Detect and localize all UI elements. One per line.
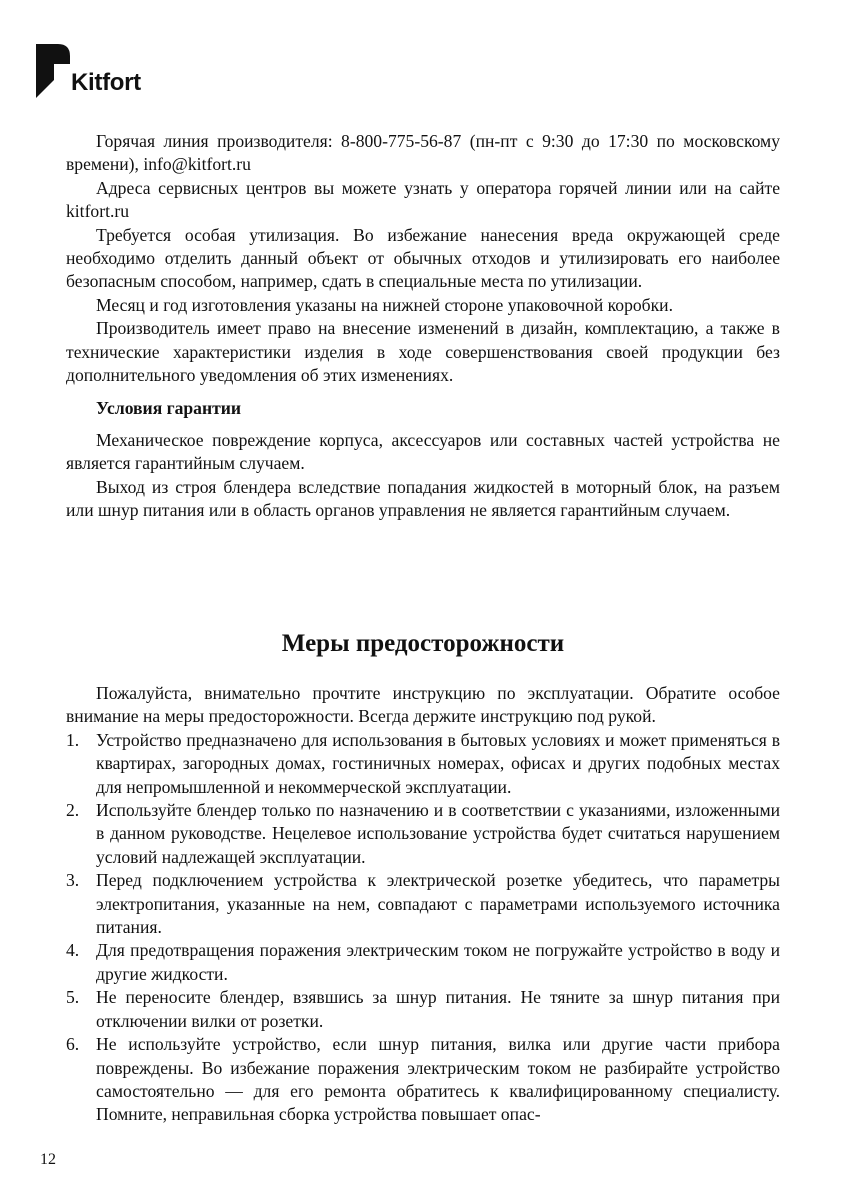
logo-text: Kitfort [71,69,141,96]
precautions-title: Меры предосторожности [281,630,565,657]
paragraph-disposal: Требуется особая утилизация. Во избежание нанесения вреда окружающей среде необходимо отделить данный объект от обычных отходов и утилизировать его наиболее безопасным способом, например, сдать в специальные места по утилизации. [66,224,780,292]
page-number: 12 [40,1151,56,1168]
list-item-number: 1. [66,729,80,750]
list-item-text: Устройство предназначено для использования в бытовых условиях и может применяться в квартирах, загородных домах, гостиничных номерах, офисах и других подобных местах для непромышленной и некоммерческой эксплуатации. [96,729,780,797]
paragraph-service-centers: Адреса сервисных центров вы можете узнать у оператора горячей линии или на сайте kitfort.ru [66,177,780,222]
list-item [66,1033,780,1127]
paragraph-hotline: Горячая линия производителя: 8-800-775-56-87 (пн-пт с 9:30 до 17:30 по московскому времени), info@kitfort.ru [66,131,780,175]
list-item [66,799,780,869]
list-item-number: 5. [66,987,80,1008]
paragraph-manufacturer-rights: Производитель имеет право на внесение изменений в дизайн, комплектацию, а также в технические характеристики изделия в ходе совершенствования своей продукции без дополнительного уведомления об этих изменениях. [66,318,780,386]
list-item-text: Для предотвращения поражения электрическим током не погружайте устройство в воду и другие жидкости. [96,940,780,984]
list-item-text: Используйте блендер только по назначению и в соответствии с указаниями, изложенными в данном руководстве. Нецелевое использование устройства будет считаться нарушением условий надлежащей эксплуатации. [96,800,780,867]
paragraph-warranty-damage: Механическое повреждение корпуса, аксессуаров или составных частей устройства не является гарантийным случаем. [66,429,780,474]
list-item-text: Перед подключением устройства к электрической розетке убедитесь, что параметры электропитания, указанные на нем, совпадают с параметрами используемого источника питания. [96,870,780,938]
kitfort-logo-icon [34,42,72,98]
list-item-number: 2. [66,800,80,821]
list-item-number: 6. [66,1034,80,1055]
warranty-heading: Условия гарантии [96,398,242,419]
list-item [66,869,780,939]
precautions-list [66,729,780,1127]
paragraph-manufacture-date: Месяц и год изготовления указаны на нижней стороне упаковочной коробки. [96,294,673,315]
list-item-number: 3. [66,870,80,891]
list-item-number: 4. [66,940,80,961]
list-item-text: Не используйте устройство, если шнур питания, вилка или другие части прибора повреждены. Во избежание поражения электрическим током не разбирайте устройство самостоятельно — для его ремонта обратитесь к квалифицированному специалисту. Помните, неправильная сборка устройства повышает опас- [96,1034,780,1125]
list-item [66,729,780,799]
list-item [66,986,780,1033]
precautions-intro: Пожалуйста, внимательно прочтите инструкцию по эксплуатации. Обратите особое внимание на меры предосторожности. Всегда держите инструкцию под рукой. [66,683,780,727]
brand-logo [34,42,174,98]
intro-section [66,130,780,523]
precautions-section [66,682,780,1127]
paragraph-warranty-liquid: Выход из строя блендера вследствие попадания жидкостей в моторный блок, на разъем или шнур питания или в область органов управления не является гарантийным случаем. [66,476,780,521]
list-item-text: Не переносите блендер, взявшись за шнур питания. Не тяните за шнур питания при отключении вилки от розетки. [96,987,780,1031]
list-item [66,939,780,986]
